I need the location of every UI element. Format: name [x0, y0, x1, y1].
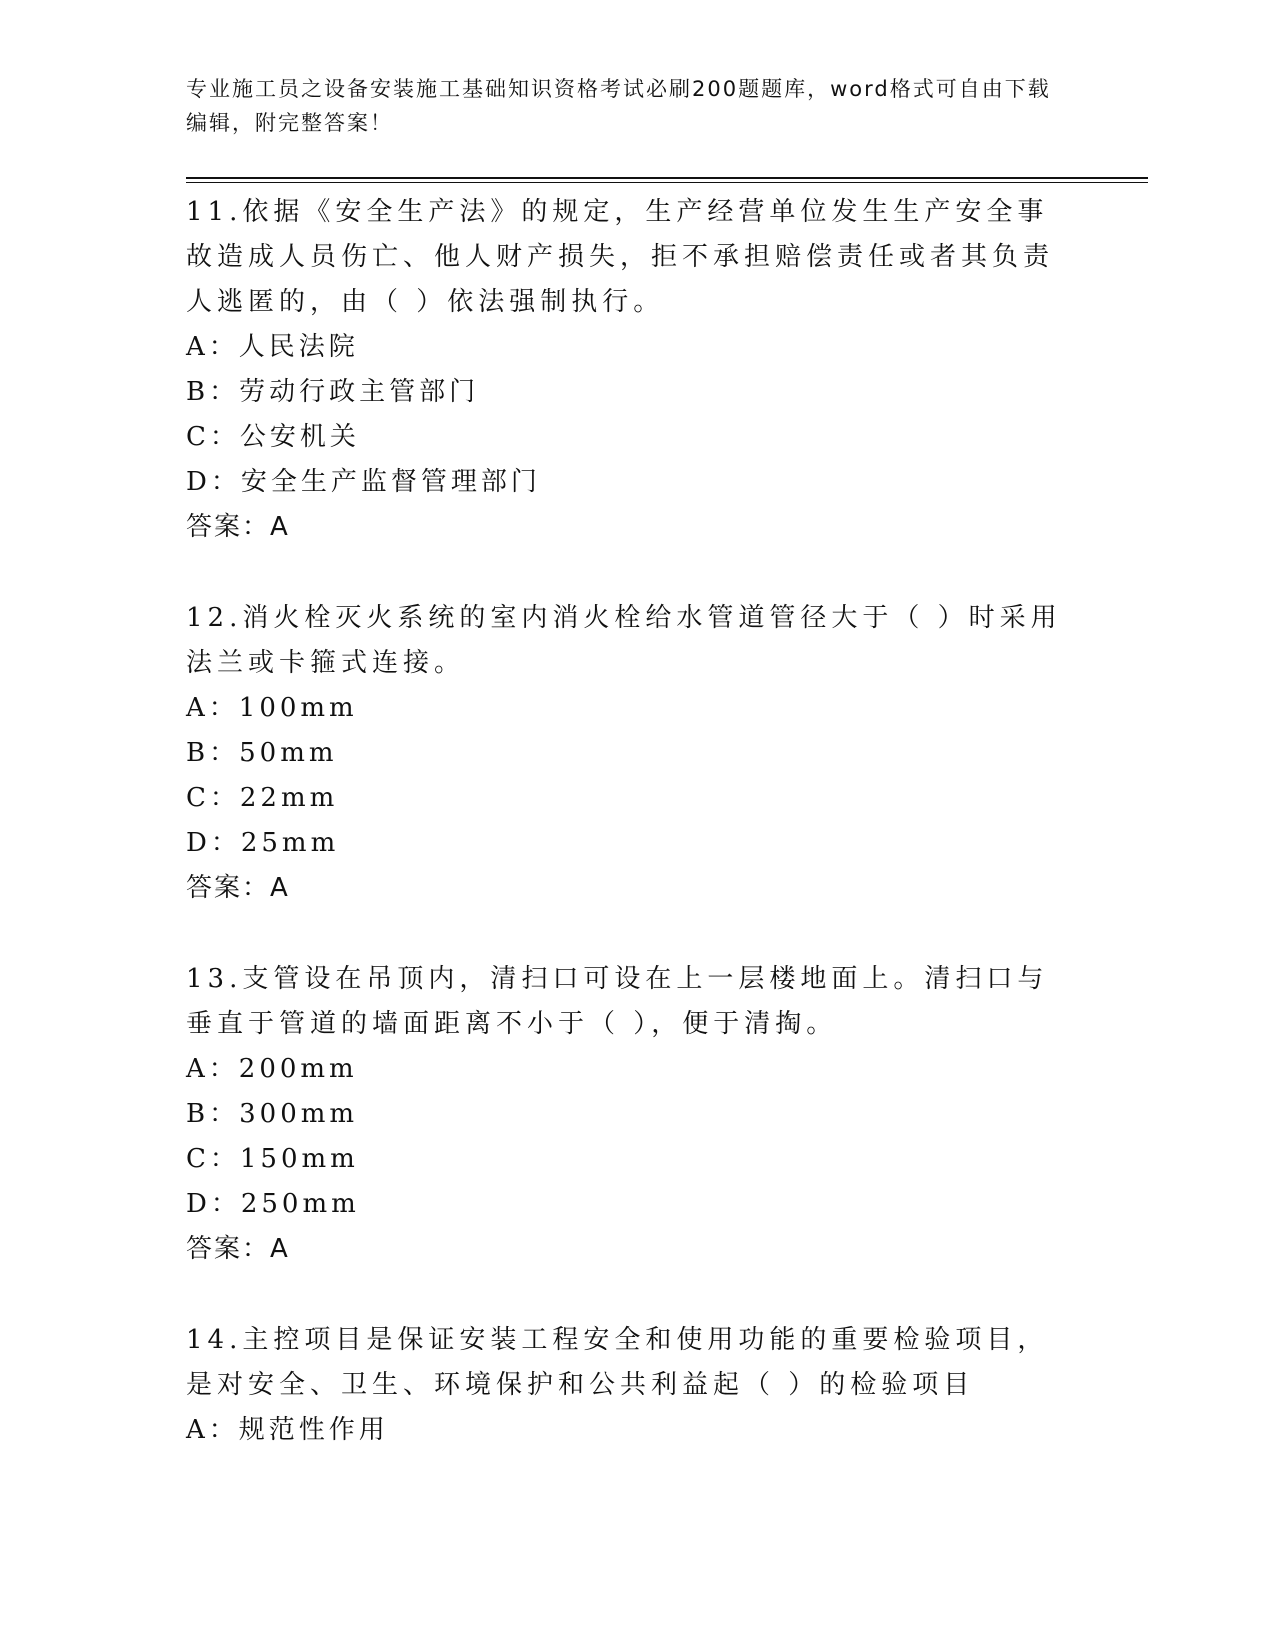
question-spacer [186, 1272, 1066, 1318]
answer-line: 答案：A [186, 1234, 290, 1264]
option-d: D：安全生产监督管理部门 [186, 467, 541, 497]
header-divider-thin [186, 182, 1148, 183]
answer-line: 答案：A [186, 873, 290, 903]
option-a: A：人民法院 [186, 332, 359, 362]
question-text: 11.依据《安全生产法》的规定，生产经营单位发生生产安全事故造成人员伤亡、他人财产损失，拒不承担赔偿责任或者其负责人逃匿的，由（ ）依法强制执行。 [186, 197, 1055, 317]
question-14 [186, 1318, 1066, 1453]
option-b: B：劳动行政主管部门 [186, 377, 480, 407]
question-text: 12.消火栓灭火系统的室内消火栓给水管道管径大于（ ）时采用法兰或卡箍式连接。 [186, 603, 1062, 678]
question-spacer [186, 550, 1066, 596]
question-12 [186, 596, 1066, 911]
option-a: A：100mm [186, 693, 358, 723]
answer-line: 答案：A [186, 512, 290, 542]
option-b: B：50mm [186, 738, 338, 768]
option-c: C：公安机关 [186, 422, 360, 452]
question-spacer [186, 911, 1066, 957]
option-d: D：25mm [186, 828, 340, 858]
question-text: 13.支管设在吊顶内，清扫口可设在上一层楼地面上。清扫口与垂直于管道的墙面距离不小于（ ），便于清掏。 [186, 964, 1049, 1039]
question-11 [186, 190, 1066, 550]
header-divider-thick [186, 177, 1148, 179]
question-text: 14.主控项目是保证安装工程安全和使用功能的重要检验项目，是对安全、卫生、环境保护和公共利益起（ ）的检验项目 [186, 1325, 1049, 1400]
question-list [186, 190, 1066, 1453]
option-c: C：150mm [186, 1144, 359, 1174]
option-a: A：200mm [186, 1054, 358, 1084]
question-13 [186, 957, 1066, 1272]
option-d: D：250mm [186, 1189, 360, 1219]
option-c: C：22mm [186, 783, 339, 813]
option-b: B：300mm [186, 1099, 359, 1129]
option-a: A：规范性作用 [186, 1415, 389, 1445]
document-header: 专业施工员之设备安装施工基础知识资格考试必刷200题题库，word格式可自由下载编辑，附完整答案！ [186, 77, 1051, 135]
